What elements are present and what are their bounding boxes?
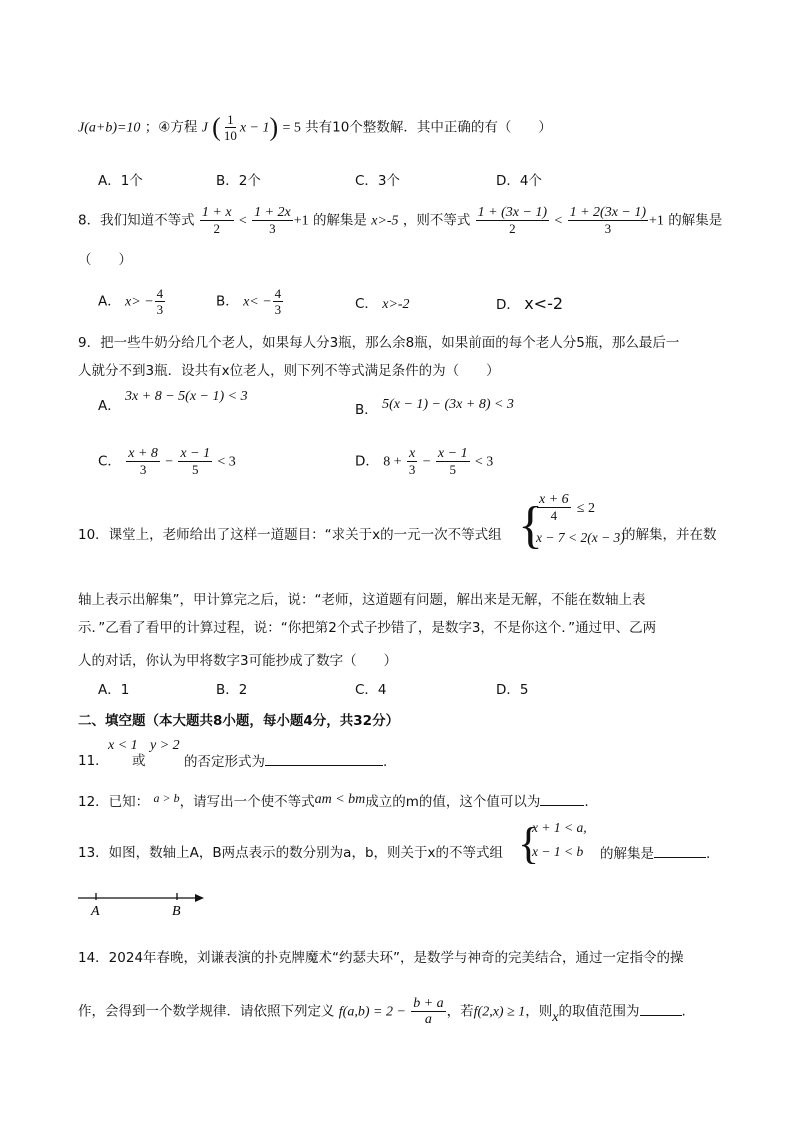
- q12-answer-blank[interactable]: [540, 791, 584, 806]
- q8-option-d: D． x<-2: [496, 294, 564, 313]
- brace-icon: {: [518, 497, 543, 554]
- q10-option-d: D．5: [496, 682, 529, 698]
- q10-after: 的解集，并在数: [622, 527, 717, 543]
- q8-end: 的解集是: [668, 212, 723, 229]
- q7-expr1: J(a+b)=10: [78, 120, 141, 136]
- q8-option-c: C． x>-2: [355, 296, 410, 312]
- q10-sys-line2: x − 7 < 2(x − 3): [536, 530, 625, 545]
- q14-line1: 14．2024年春晚，刘谦表演的扑克牌魔术“约瑟夫环”，是数学与神奇的完美结合，通过一定指令的操: [78, 950, 684, 966]
- label-a: A: [91, 904, 100, 918]
- q11-or: 或: [132, 753, 146, 769]
- number-line-figure: [74, 888, 214, 918]
- q10-option-b: B．2: [216, 682, 248, 698]
- q10-option-a: A．1: [98, 682, 130, 698]
- q9-option-b: B． 5(x − 1) − (3x + 8) < 3: [355, 397, 514, 418]
- q14-answer-blank[interactable]: [640, 1001, 682, 1016]
- q11-answer-blank[interactable]: [265, 751, 383, 766]
- q8-mid: 的解集是: [312, 212, 367, 229]
- q9-line2: 人就分不到3瓶．设共有x位老人，则下列不等式满足条件的为（ ）: [78, 363, 500, 379]
- q9-option-d: D． 8 + $\frac{x}{3}$ − $\frac{x - 1}{5}$ < 3: [355, 446, 494, 477]
- q8-frac4: $\frac{1 + 2(3x - 1)}{3}$: [569, 205, 647, 236]
- q14-line2: 作，会得到一个数学规律．请依照下列定义 f(a,b) = 2 − $\frac{b + a}{a}$ ，若f(2,x) ≥ 1，则x的取值范围为 .: [78, 996, 686, 1027]
- q8-frac1: $\frac{1 + x}{2}$: [201, 205, 232, 236]
- q10-sys-line1: $\frac{x + 6}{4}$ ≤ 2: [539, 492, 595, 523]
- q11-c1: x < 1: [108, 738, 138, 753]
- q7-tail: 共有10个整数解．其中正确的有（ ）: [305, 119, 552, 136]
- q7-frac: $\frac{1}{10}$: [223, 112, 237, 143]
- q13-system: [518, 816, 608, 866]
- q8-mid2: ，则不等式: [402, 212, 471, 229]
- label-b: B: [172, 904, 181, 918]
- q7-J: J: [201, 120, 208, 136]
- q7-option-d: D．4个: [496, 173, 542, 189]
- q13-tail: 的解集是 .: [600, 843, 710, 864]
- q8-lt1: <: [238, 213, 247, 229]
- section-heading: 二、填空题（本大题共8小题，每小题4分，共32分）: [78, 713, 400, 729]
- q7-after-frac: x − 1: [239, 120, 270, 136]
- q11-line: 的否定形式为 .: [184, 751, 387, 772]
- q13-sys-line1: x + 1 < a,: [532, 820, 587, 835]
- q7-line: J(a+b)=10 ；④方程 J ( $\frac{1}{10}$ x − 1) = 5 共有10个整数解．其中正确的有（ ）: [78, 112, 552, 143]
- q8-line: [78, 205, 722, 236]
- q13-prefix: 13．如图，数轴上A，B两点表示的数分别为a，b，则关于x的不等式组: [78, 845, 504, 861]
- q8-sol: x>-5: [371, 213, 399, 229]
- q7-eq5: = 5: [282, 120, 301, 136]
- brace-icon: {: [518, 819, 540, 868]
- q13-sys-line2: x − 1 < b: [532, 844, 584, 859]
- q7-option-c: C．3个: [355, 173, 401, 189]
- arrow-right-icon: [195, 894, 204, 902]
- q10-system: [518, 492, 628, 552]
- q7-option-a: A．1个: [98, 173, 143, 189]
- q13-answer-blank[interactable]: [654, 843, 706, 858]
- q11-num: 11．: [78, 753, 109, 769]
- q10-option-c: C．4: [355, 682, 387, 698]
- q7-option-b: B．2个: [216, 173, 261, 189]
- q8-frac3: $\frac{1 + (3x - 1)}{2}$: [477, 205, 548, 236]
- q8-plus1: +1: [293, 213, 309, 229]
- q7-sep: ；④方程: [144, 119, 198, 136]
- q9-line1: 9．把一些牛奶分给几个老人，如果每人分3瓶，那么余8瓶，如果前面的每个老人分5瓶，那么最后一: [78, 335, 680, 351]
- q12-line: 12．已知： a > b，请写出一个使不等式am < bm成立的m的值，这个值可以为 .: [78, 791, 589, 810]
- q8-lt2: <: [554, 213, 563, 229]
- q8-prefix: 8．我们知道不等式: [78, 212, 195, 229]
- q8-plus1b: +1: [649, 213, 664, 229]
- q8-option-a: A． x> − $\frac{4}{3}$: [98, 286, 164, 317]
- q10-line3: 示．”乙看了看甲的计算过程，说：“你把第2个式子抄错了，是数字3，不是你这个．”通过甲、乙两: [78, 620, 657, 636]
- q8-frac2: $\frac{1 + 2x}{3}$: [254, 205, 291, 236]
- q11-c2: y > 2: [150, 738, 180, 753]
- q8-paren: （ ）: [78, 252, 132, 268]
- q10-line4: 人的对话，你认为甲将数字3可能抄成了数字（ ）: [78, 653, 398, 669]
- q8-option-b: B． x< − $\frac{4}{3}$: [216, 286, 282, 317]
- q10-prefix: 10．课堂上，老师给出了这样一道题目：“求关于x的一元一次不等式组: [78, 527, 502, 543]
- q10-line2: 轴上表示出解集”，甲计算完之后，说：“老师，这道题有问题，解出来是无解，不能在数轴上表: [78, 592, 646, 608]
- q9-option-a: A． 3x + 8 − 5(x − 1) < 3: [98, 389, 248, 414]
- q9-option-c: C． $\frac{x + 8}{3}$ − $\frac{x - 1}{5}$ < 3: [98, 446, 236, 477]
